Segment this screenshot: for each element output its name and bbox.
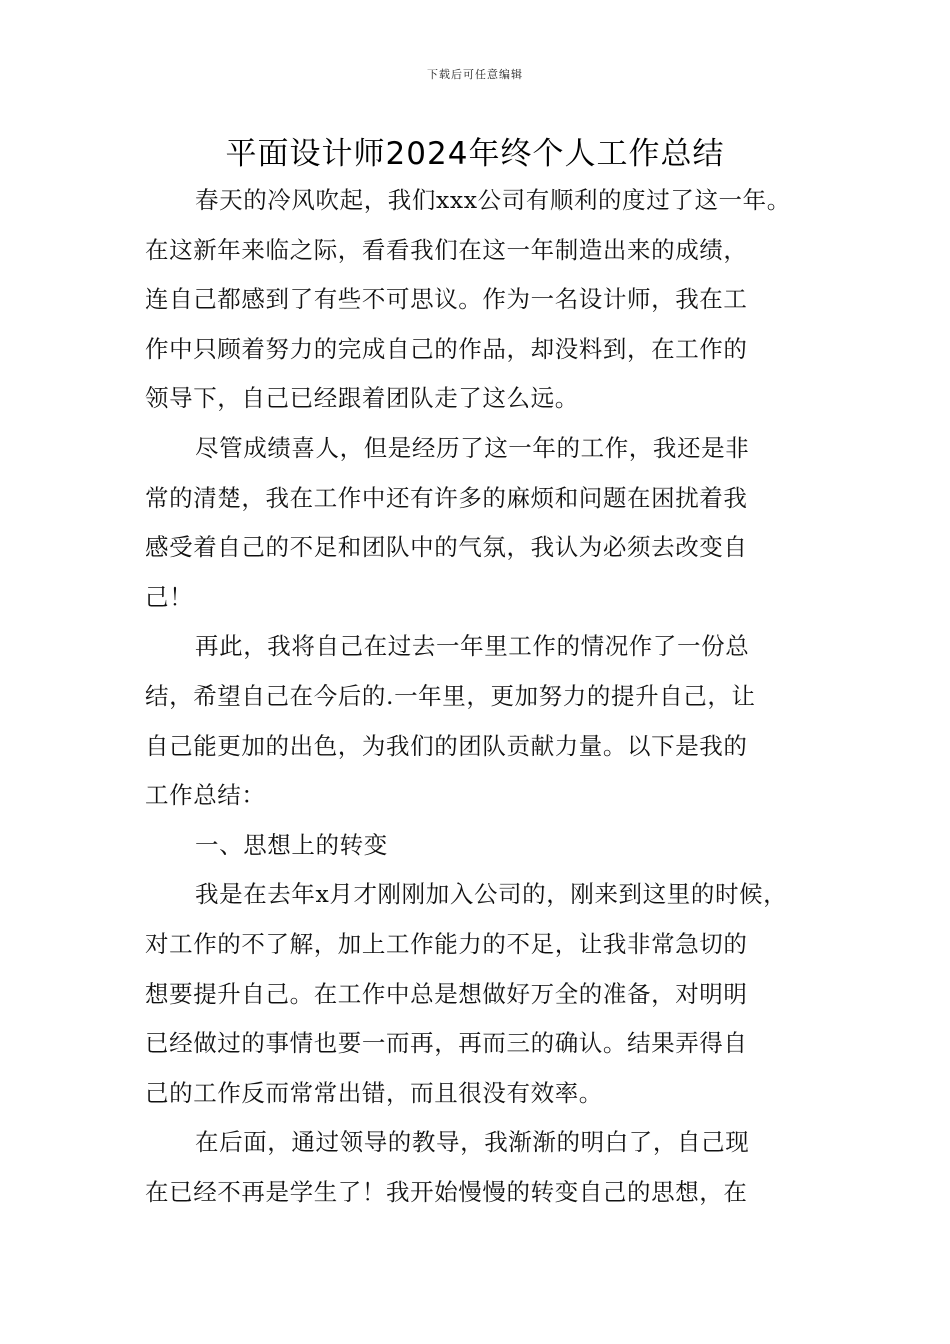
header-note: 下载后可任意编辑: [427, 68, 523, 81]
text-line: 己的工作反而常常出错，而且很没有效率。: [145, 1078, 603, 1107]
text-line: 在这新年来临之际，看看我们在这一年制造出来的成绩，: [145, 235, 748, 264]
document-title: 平面设计师2024年终个人工作总结: [225, 136, 725, 172]
text-line: 常的清楚，我在工作中还有许多的麻烦和问题在困扰着我: [145, 483, 748, 512]
text-line: 自己能更加的出色，为我们的团队贡献力量。以下是我的: [145, 731, 748, 760]
text-line: 春天的冷风吹起，我们xxx公司有顺利的度过了这一年。: [195, 186, 791, 214]
text-line: 工作总结：: [145, 781, 266, 810]
text-line: 感受着自己的不足和团队中的气氛，我认为必须去改变自: [145, 533, 748, 562]
text-line: 对工作的不了解，加上工作能力的不足，让我非常急切的: [145, 929, 748, 958]
text-line: 结，希望自己在今后的.一年里，更加努力的提升自己，让: [145, 681, 756, 710]
text-line: 在已经不再是学生了！我开始慢慢的转变自己的思想，在: [145, 1177, 748, 1206]
text-line: 想要提升自己。在工作中总是想做好万全的准备，对明明: [145, 979, 748, 1008]
text-line: 连自己都感到了有些不可思议。作为一名设计师，我在工: [145, 285, 748, 314]
text-line: 尽管成绩喜人，但是经历了这一年的工作，我还是非: [195, 433, 750, 462]
text-line: 一、思想上的转变: [195, 830, 388, 859]
text-line: 己！: [145, 582, 194, 611]
text-line: 已经做过的事情也要一而再，再而三的确认。结果弄得自: [145, 1029, 748, 1058]
text-line: 在后面，通过领导的教导，我渐渐的明白了，自己现: [195, 1128, 750, 1157]
text-line: 领导下，自己已经跟着团队走了这么远。: [145, 384, 579, 413]
text-line: 我是在去年x月才刚刚加入公司的，刚来到这里的时候，: [195, 880, 788, 909]
document-body: [145, 176, 835, 1217]
text-line: 作中只顾着努力的完成自己的作品，却没料到，在工作的: [145, 334, 748, 363]
text-line: 再此，我将自己在过去一年里工作的情况作了一份总: [195, 632, 750, 661]
